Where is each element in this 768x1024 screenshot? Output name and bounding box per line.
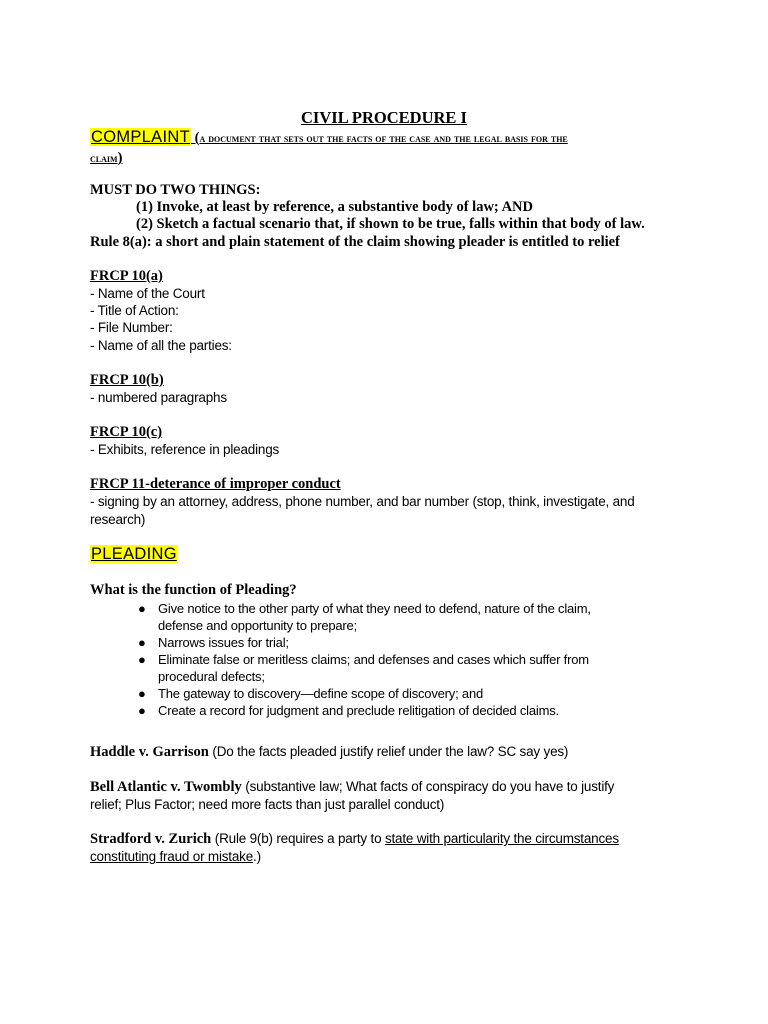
rule-8a: Rule 8(a): a short and plain statement of the claim showing pleader is entitled to relief xyxy=(90,234,620,250)
must-do-heading: MUST DO TWO THINGS: xyxy=(90,182,261,198)
frcp-10c-item: - Exhibits, reference in pleadings xyxy=(90,442,280,457)
list-item-text: Give notice to the other party of what they need to defend, nature of the claim, xyxy=(158,601,591,616)
complaint-heading-line xyxy=(90,128,568,147)
frcp-10a-item: - Title of Action: xyxy=(90,303,179,318)
bullet-icon: ● xyxy=(138,652,146,667)
frcp-11-line1: - signing by an attorney, address, phone number, and bar number (stop, think, investigate, and xyxy=(90,494,635,509)
complaint-description-line1: a document that sets out the facts of the case and the legal basis for the xyxy=(199,131,568,145)
case-note: (substantive law; What facts of conspiracy do you have to justify xyxy=(241,779,615,794)
bullet-icon: ● xyxy=(138,703,146,718)
frcp-10a-item: - Name of the Court xyxy=(90,286,205,301)
bullet-icon: ● xyxy=(138,601,146,616)
list-item xyxy=(134,651,591,685)
bullet-icon: ● xyxy=(138,686,146,701)
case-name: Bell Atlantic v. Twombly xyxy=(90,779,242,795)
frcp-10c-heading: FRCP 10(c) xyxy=(90,424,163,440)
must-do-item-2: (2) Sketch a factual scenario that, if shown to be true, falls within that body of law. xyxy=(136,216,645,232)
frcp-10a-item: - File Number: xyxy=(90,320,173,335)
list-item-text: Create a record for judgment and preclude relitigation of decided claims. xyxy=(158,703,559,718)
case-haddle xyxy=(90,744,568,761)
frcp-10a-heading: FRCP 10(a) xyxy=(90,268,163,284)
frcp-10b-item: - numbered paragraphs xyxy=(90,390,227,405)
complaint-description-line2: claim xyxy=(90,151,118,165)
complaint-description-line2-wrap xyxy=(90,150,122,167)
frcp-11-line2: research) xyxy=(90,512,146,527)
list-item-text: defense and opportunity to prepare; xyxy=(158,618,357,633)
complaint-heading: COMPLAINT xyxy=(91,128,190,146)
list-item xyxy=(134,600,591,634)
complaint-paren-open: ( xyxy=(190,130,200,146)
case-note-continued: relief; Plus Factor; need more facts than just parallel conduct) xyxy=(90,797,445,812)
list-item-text: procedural defects; xyxy=(158,669,265,684)
case-note-underlined: state with particularity the circumstances xyxy=(384,831,619,846)
pleading-question: What is the function of Pleading? xyxy=(90,582,297,598)
list-item-text: Narrows issues for trial; xyxy=(158,635,289,650)
frcp-10a-item: - Name of all the parties: xyxy=(90,338,232,353)
case-stradford-line2 xyxy=(90,849,261,866)
frcp-10b-heading: FRCP 10(b) xyxy=(90,372,164,388)
list-item xyxy=(134,702,591,719)
case-note: .) xyxy=(253,849,261,864)
case-note-underlined: constituting fraud or mistake xyxy=(90,849,254,864)
list-item xyxy=(134,634,591,651)
case-stradford xyxy=(90,831,619,848)
frcp-11-heading: FRCP 11-deterance of improper conduct xyxy=(90,476,341,492)
list-item-text: Eliminate false or meritless claims; and defenses and cases which suffer from xyxy=(158,652,589,667)
list-item-text: The gateway to discovery—define scope of discovery; and xyxy=(158,686,484,701)
complaint-paren-close: ) xyxy=(117,150,123,166)
case-bell-atlantic xyxy=(90,779,614,796)
must-do-item-1: (1) Invoke, at least by reference, a substantive body of law; AND xyxy=(136,199,533,215)
pleading-function-list xyxy=(134,600,591,719)
pleading-heading-wrap xyxy=(90,545,178,564)
list-item xyxy=(134,685,591,702)
case-name: Stradford v. Zurich xyxy=(90,831,212,847)
case-name: Haddle v. Garrison xyxy=(90,744,209,760)
case-note: (Do the facts pleaded justify relief under the law? SC say yes) xyxy=(208,744,569,759)
case-note: (Rule 9(b) requires a party to xyxy=(211,831,385,846)
page-title: CIVIL PROCEDURE I xyxy=(301,108,467,127)
bullet-icon: ● xyxy=(138,635,146,650)
pleading-heading: PLEADING xyxy=(91,545,177,563)
